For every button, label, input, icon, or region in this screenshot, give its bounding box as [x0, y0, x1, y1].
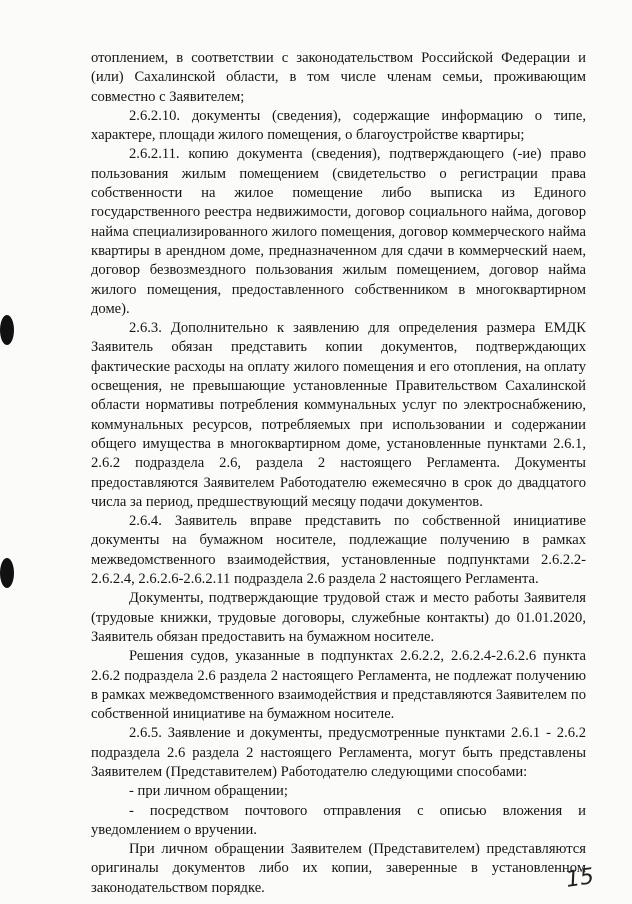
- paragraph: Решения судов, указанные в подпунктах 2.6.2.2, 2.6.2.4-2.6.2.6 пункта 2.6.2 подраздела 2.6 раздела 2 настоящего Регламента, не подлежат получению в рамках межведомственного взаимодействия и представляются Заявителем по собственной инициативе на бумажном носителе.: [91, 648, 586, 723]
- paragraph: 2.6.4. Заявитель вправе представить по собственной инициативе документы на бумажном носителе, подлежащие получению в рамках межведомственного взаимодействия, установленные подпунктами 2.6.2.2-2.6.2.4, 2.6.2.6-2.6.2.11 подраздела 2.6 раздела 2 настоящего Регламента.: [91, 513, 586, 588]
- document-body: [91, 49, 586, 898]
- page-number: 15: [564, 864, 596, 893]
- binder-hole-mark: [0, 558, 14, 588]
- list-item: - при личном обращении;: [129, 783, 288, 800]
- paragraph: 2.6.5. Заявление и документы, предусмотренные пунктами 2.6.1 - 2.6.2 подраздела 2.6 раздела 2 настоящего Регламента, могут быть представлены Заявителем (Представителем) Работодателю следующими способами:: [91, 725, 586, 780]
- list-item: - посредством почтового отправления с описью вложения и уведомлением о вручении.: [91, 802, 586, 838]
- paragraph: 2.6.2.10. документы (сведения), содержащие информацию о типе, характере, площади жилого помещения, о благоустройстве квартиры;: [91, 107, 586, 144]
- binder-hole-mark: [0, 315, 14, 345]
- paragraph: 2.6.2.11. копию документа (сведения), подтверждающего (-ие) право пользования жилым помещением (свидетельство о регистрации права собственности на жилое помещение либо выписка из Единого государственного реестра недвижимости, договор социального найма, договор найма специализированного жилого помещения, договор коммерческого найма квартиры в арендном доме, предназначенном для сдачи в коммерческий наем, договор безвозмездного пользования жилым помещением, договор найма жилого помещения, предоставленного собственником в многоквартирном доме).: [91, 146, 586, 317]
- paragraph: отоплением, в соответствии с законодательством Российской Федерации и (или) Сахалинской области, в том числе членам семьи, проживающим совместно с Заявителем;: [91, 50, 586, 105]
- paragraph: При личном обращении Заявителем (Представителем) представляются оригиналы документов либо их копии, заверенные в установленном законодательством порядке.: [91, 841, 586, 896]
- paragraph: Документы, подтверждающие трудовой стаж и место работы Заявителя (трудовые книжки, трудовые договоры, служебные контакты) до 01.01.2020, Заявитель обязан предоставить на бумажном носителе.: [91, 590, 586, 645]
- paragraph: 2.6.3. Дополнительно к заявлению для определения размера ЕМДК Заявитель обязан представить копии документов, подтверждающих фактические расходы на оплату жилого помещения и его отопления, на оплату освещения, не превышающие установленные Правительством Сахалинской области нормативы потребления коммунальных услуг по электроснабжению, коммунальных ресурсов, потребляемых при использовании и содержании общего имущества в многоквартирном доме, установленные пунктами 2.6.1, 2.6.2 подраздела 2.6, раздела 2 настоящего Регламента. Документы предоставляются Заявителем Работодателю ежемесячно в срок до двадцатого числа за период, предшествующий месяцу подачи документов.: [91, 320, 586, 510]
